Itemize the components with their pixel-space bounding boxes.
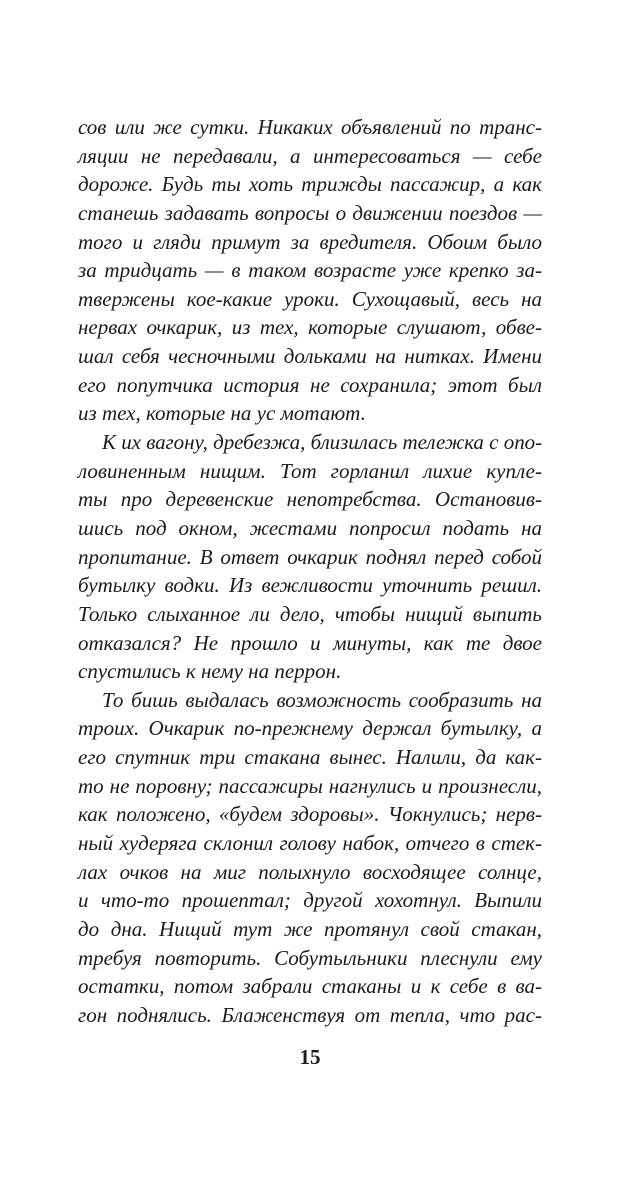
text-line: К их вагону, дребезжа, близилась тележка с опо-: [102, 430, 542, 455]
text-line: твержены кое-какие уроки. Сухощавый, весь на: [78, 286, 542, 311]
text-line: шись под окном, жестами попросил подать на: [78, 515, 542, 540]
text-line: троих. Очкарик по-прежнему держал бутылку, а: [78, 716, 542, 741]
page-number: 15: [299, 1045, 321, 1069]
text-line: ляции не передавали, а интересоваться — себе: [78, 143, 542, 168]
text-line: его спутник три стакана вынес. Налили, да как-: [78, 745, 542, 770]
text-line: ты про деревенские непотребства. Остановив-: [78, 487, 542, 512]
paragraph: [78, 686, 542, 1030]
body-text: [78, 113, 542, 1030]
text-line: того и гляди примут за вредителя. Обоим было: [78, 229, 542, 254]
text-line: до дна. Нищий тут же протянул свой стакан,: [78, 916, 542, 941]
text-line: требуя повторить. Собутыльники плеснули ему: [78, 945, 542, 970]
paragraph: [78, 428, 542, 686]
text-line: дороже. Будь ты хоть трижды пассажир, а как: [78, 172, 542, 197]
text-line: ловиненным нищим. Тот горланил лихие купле-: [78, 458, 542, 483]
text-line: лах очков на миг полыхнуло восходящее солнце,: [78, 859, 542, 884]
text-line: Только слыханное ли дело, чтобы нищий выпить: [78, 601, 542, 626]
text-line: сов или же сутки. Никаких объявлений по транс-: [78, 115, 542, 139]
text-line: То бишь выдалась возможность сообразить на: [102, 687, 542, 712]
text-line: гон поднялись. Блаженствуя от тепла, что рас-: [78, 1002, 542, 1027]
text-line: остатки, потом забрали стаканы и к себе в ва-: [78, 974, 542, 999]
text-line: и что-то прошептал; другой хохотнул. Выпили: [78, 888, 542, 913]
text-line: его попутчика история не сохранила; этот был: [78, 372, 542, 397]
text-line: бутылку водки. Из вежливости уточнить решил.: [78, 573, 542, 598]
text-line: то не поровну; пассажиры нагнулись и произнесли,: [78, 773, 542, 798]
text-line: из тех, которые на ус мотают.: [78, 401, 366, 426]
text-line: шал себя чесночными дольками на нитках. Имени: [78, 344, 542, 369]
text-line: как положено, «будем здоровы». Чокнулись; нерв-: [78, 802, 542, 827]
text-line: нервах очкарик, из тех, которые слушают, обве-: [78, 315, 542, 340]
text-line: отказался? Не прошло и минуты, как те двое: [78, 630, 542, 655]
paragraph: [78, 113, 542, 428]
text-line: пропитание. В ответ очкарик поднял перед собой: [78, 544, 542, 569]
text-line: за тридцать — в таком возрасте уже крепко за-: [78, 258, 542, 283]
text-line: станешь задавать вопросы о движении поездов —: [78, 200, 542, 225]
text-line: спустились к нему на перрон.: [78, 659, 342, 684]
text-line: ный худеряга склонил голову набок, отчего в стек-: [78, 831, 542, 856]
